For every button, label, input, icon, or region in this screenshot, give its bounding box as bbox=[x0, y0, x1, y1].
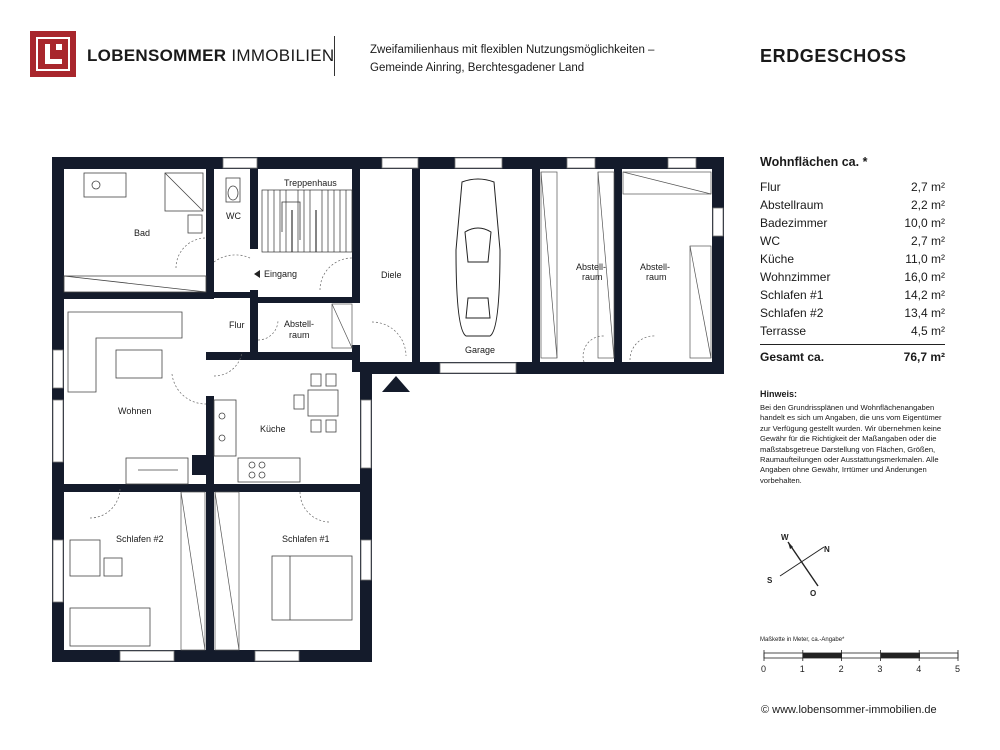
room-label-abstellraum-3a: Abstell- bbox=[640, 262, 671, 272]
room-label-wohnen: Wohnen bbox=[118, 406, 152, 416]
room-label-wc: WC bbox=[226, 211, 241, 221]
room-label-abstellraum-1b: raum bbox=[289, 330, 310, 340]
area-total-label: Gesamt ca. bbox=[760, 350, 825, 364]
area-row bbox=[760, 286, 945, 304]
room-label-abstellraum-2b: raum bbox=[582, 272, 603, 282]
room-label-garage: Garage bbox=[465, 345, 496, 355]
room-label-abstellraum-3b: raum bbox=[646, 272, 667, 282]
area-row-label: Küche bbox=[760, 252, 795, 266]
area-row-value: 2,7 m² bbox=[910, 180, 945, 194]
area-row bbox=[760, 214, 945, 232]
area-row bbox=[760, 250, 945, 268]
brand-name: LOBENSOMMER IMMOBILIEN bbox=[87, 46, 335, 65]
area-row-value: 14,2 m² bbox=[904, 288, 945, 302]
scale-tick-label: 0 bbox=[761, 664, 767, 674]
scale-tick-label: 3 bbox=[877, 664, 883, 674]
room-label-bad: Bad bbox=[134, 228, 151, 238]
footer-copyright: © www.lobensommer-immobilien.de bbox=[761, 704, 937, 716]
compass-w: W bbox=[781, 533, 789, 542]
scale-tick-label: 2 bbox=[838, 664, 844, 674]
floor-title: ERDGESCHOSS bbox=[760, 46, 907, 66]
property-description: Zweifamilienhaus mit flexiblen Nutzungsmöglichkeiten – Gemeinde Ainring, Berchtesgadener Land bbox=[370, 44, 655, 74]
scale-bar bbox=[755, 645, 970, 675]
area-row-label: Badezimmer bbox=[760, 216, 828, 230]
scale-tick-label: 1 bbox=[799, 664, 805, 674]
note-text: Bei den Grundrissplänen und Wohnflächenangaben handelt es sich um Angaben, die uns vom Eigentümer zur Verfügung gestellt wurden. Wir übernehmen keine Gewähr für die Richtigkeit der Maßangaben oder die maßstabsgetreue Darstellung von Flächen, Größen, Raumaufteilungen oder Ausstattungsmerkmalen. Alle Angaben ohne Gewähr, Irrtümer und Änderungen vorbehalten. bbox=[760, 403, 942, 485]
compass-s: S bbox=[767, 576, 773, 585]
area-row bbox=[760, 304, 945, 322]
room-label-kueche: Küche bbox=[260, 424, 286, 434]
area-row-value: 13,4 m² bbox=[904, 306, 945, 320]
area-row-value: 16,0 m² bbox=[904, 270, 945, 284]
area-table-separator bbox=[760, 344, 945, 345]
area-row bbox=[760, 178, 945, 196]
scale-label: Maßkette in Meter, ca.-Angabe* bbox=[760, 637, 845, 643]
area-row-label: WC bbox=[760, 234, 780, 248]
area-row-value: 2,2 m² bbox=[910, 198, 945, 212]
area-row bbox=[760, 232, 945, 250]
note-title: Hinweis: bbox=[760, 389, 798, 399]
room-label-schlafen-2: Schlafen #2 bbox=[116, 534, 164, 544]
eingang-arrow-icon bbox=[254, 270, 260, 278]
room-label-abstellraum-2a: Abstell- bbox=[576, 262, 607, 272]
area-row-value: 2,7 m² bbox=[910, 234, 945, 248]
entrance-arrow-icon bbox=[382, 376, 410, 392]
area-row bbox=[760, 268, 945, 286]
room-label-flur: Flur bbox=[229, 320, 245, 330]
compass-n: N bbox=[824, 545, 830, 554]
area-row-value: 10,0 m² bbox=[904, 216, 945, 230]
area-row-label: Wohnzimmer bbox=[760, 270, 831, 284]
room-label-schlafen-1: Schlafen #1 bbox=[282, 534, 330, 544]
compass bbox=[760, 525, 840, 605]
scale-tick-label: 5 bbox=[955, 664, 961, 674]
area-table-title: Wohnflächen ca. * bbox=[760, 155, 868, 169]
room-label-eingang: Eingang bbox=[264, 269, 298, 279]
area-total-value: 76,7 m² bbox=[903, 350, 945, 364]
area-row-label: Flur bbox=[760, 180, 781, 194]
room-label-diele: Diele bbox=[381, 270, 402, 280]
area-row bbox=[760, 196, 945, 214]
room-label-treppenhaus: Treppenhaus bbox=[284, 178, 337, 188]
area-row-label: Terrasse bbox=[760, 324, 807, 338]
area-row-value: 4,5 m² bbox=[910, 324, 945, 338]
room-label-abstellraum-1a: Abstell- bbox=[284, 319, 315, 329]
area-table bbox=[760, 178, 945, 366]
area-row-label: Abstellraum bbox=[760, 198, 824, 212]
area-row bbox=[760, 322, 945, 340]
area-row-label: Schlafen #2 bbox=[760, 306, 824, 320]
area-row-label: Schlafen #1 bbox=[760, 288, 824, 302]
scale-tick-label: 4 bbox=[916, 664, 922, 674]
area-total-row bbox=[760, 348, 945, 366]
compass-o: O bbox=[810, 589, 817, 598]
area-row-value: 11,0 m² bbox=[905, 252, 945, 266]
